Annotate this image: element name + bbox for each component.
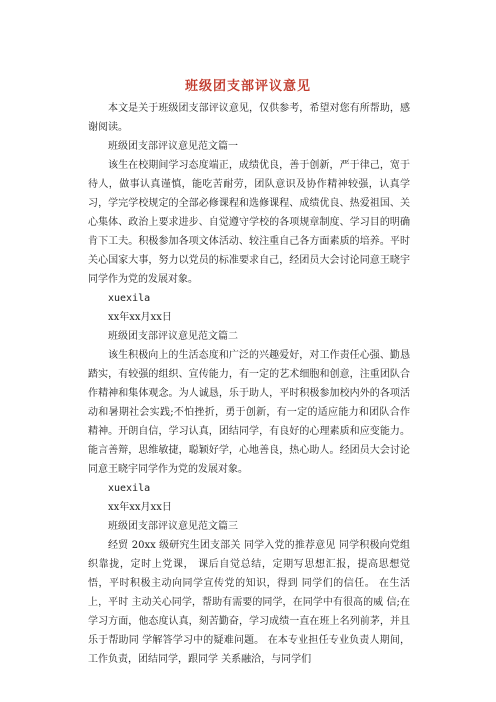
section-1-signature: xuexila — [108, 293, 151, 304]
document-title: 班级团支部评议意见 — [184, 79, 311, 94]
section-2-signature: xuexila — [108, 483, 151, 494]
section-1-body: 该生在校期间学习态度端正，成绩优良，善于创新，严于律己，宽于待人，做事认真谨慎，能吃苦耐劳，团队意识及协作精神较强，认真学习，学完学校规定的全部必修课程和选修课程、成绩优良、热爱祖国、关心集体、政治上要求进步、自觉遵守学校的各项规章制度、学习目的明确肯下工夫。积极参加各项文体活动、较注重自己各方面素质的培养。平时关心国家大事，努力以党员的标准要求自己，经团员大会讨论同意王晓宇同学作为党的发展对象。 — [88, 160, 410, 285]
section-1-date: xx年xx月xx日 — [108, 312, 172, 323]
section-2-body: 该生积极向上的生活态度和广泛的兴趣爱好，对工作责任心强、勤恳踏实，有较强的组织、宣传能力，有一定的艺术细胞和创意，注重团队合作精神和集体观念。为人诚恳，乐于助人，平时积极参加校内外的各项活动和暑期社会实践;不怕挫折，勇于创新，有一定的适应能力和团队合作精神。开朗自信，学习认真，团结同学，有良好的心理素质和应变能力。能言善辩，思维敏捷，聪颖好学，心地善良，热心助人。经团员大会讨论同意王晓宇同学作为党的发展对象。 — [88, 350, 410, 475]
section-2-heading: 班级团支部评议意见范文篇二 — [108, 331, 238, 342]
section-1-heading: 班级团支部评议意见范文篇一 — [108, 141, 238, 152]
intro-paragraph: 本文是关于班级团支部评议意见，仅供参考，希望对您有所帮助，感谢阅读。 — [88, 103, 410, 133]
document-content — [88, 99, 410, 669]
section-3-body: 经贸 20xx 级研究生团支部关 同学入党的推荐意见 同学积极向党组织靠拢，定时上党课， 课后自觉总结，定期写思想汇报，提高思想觉悟，平时积极主动向同学宣传党的知识，得到 同学们的信任。 在生活上，平时 主动关心同学，帮助有需要的同学，在同学中有很高的威 信;在学习方面，他态度认真，刻苦勤奋，学习成绩一直在班上名列前茅，并且乐于帮助同 学解答学习中的疑难问题。 在本专业担任专业负责人期间，工作负责，团结同学，跟同学 关系融洽，与同学们 — [88, 540, 410, 665]
section-2-date: xx年xx月xx日 — [108, 502, 172, 513]
section-3-heading: 班级团支部评议意见范文篇三 — [108, 521, 238, 532]
